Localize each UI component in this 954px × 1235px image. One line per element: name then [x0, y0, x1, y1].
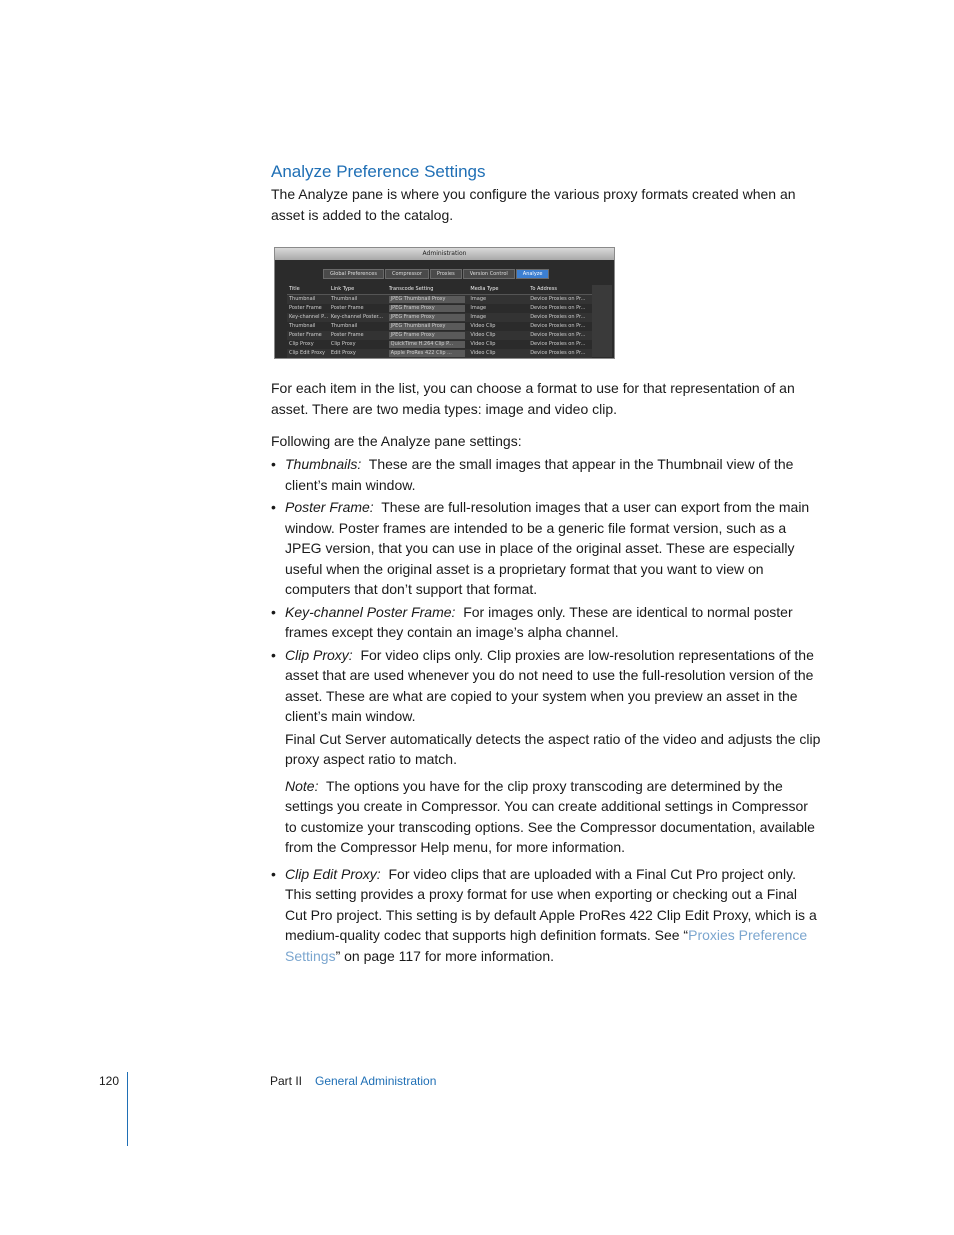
- table-cell: Edit Proxy: [330, 350, 356, 356]
- tab-item[interactable]: Version Control: [463, 269, 515, 279]
- table-cell: Key-channel P...: [289, 314, 329, 320]
- table-cell: Device Proxies on Pr...: [530, 305, 586, 311]
- tab-item[interactable]: Compressor: [385, 269, 429, 279]
- settings-list: [271, 454, 821, 968]
- column-header[interactable]: Transcode Setting: [388, 286, 434, 292]
- term-label: Key-channel Poster Frame:: [285, 603, 456, 620]
- bullet-icon: •: [271, 456, 276, 472]
- window-title: Administration: [275, 248, 614, 260]
- table-cell: Device Proxies on Pr...: [530, 314, 586, 320]
- term-label: Clip Edit Proxy:: [285, 865, 381, 882]
- table-row[interactable]: [287, 349, 592, 358]
- table-cell: Thumbnail: [289, 296, 316, 302]
- note-label: Note:: [285, 777, 319, 794]
- proxies-preference-link[interactable]: Proxies Preference Settings: [285, 927, 808, 964]
- table-cell: Video Clip: [470, 341, 496, 347]
- table-cell: Clip Edit Proxy: [289, 350, 326, 356]
- table-cell: Video Clip: [470, 323, 496, 329]
- link-suffix: ” on page 117 for more information.: [335, 947, 555, 964]
- table-cell: Poster Frame: [289, 332, 322, 338]
- term-label: Clip Proxy:: [285, 646, 353, 663]
- list-item: [271, 645, 821, 727]
- page-number: 120: [99, 1074, 120, 1088]
- table-cell: Device Proxies on Pr...: [530, 341, 586, 347]
- clip-proxy-detail: Final Cut Server automatically detects the aspect ratio of the video and adjusts the clip proxy aspect ratio to match.: [285, 730, 821, 767]
- transcode-popup[interactable]: [389, 295, 467, 304]
- bullet-icon: •: [271, 603, 276, 620]
- table-row[interactable]: [287, 331, 592, 340]
- table-cell: Image: [470, 305, 487, 311]
- table-cell: Poster Frame: [330, 305, 364, 311]
- transcode-popup[interactable]: [389, 349, 467, 358]
- tab-item[interactable]: Global Preferences: [323, 269, 384, 279]
- tab-item[interactable]: Analyze: [516, 269, 550, 279]
- section-heading: Analyze Preference Settings: [271, 162, 486, 181]
- popup-value: Apple ProRes 422 Clip ...: [389, 350, 465, 357]
- table-cell: Poster Frame: [289, 305, 322, 311]
- table-cell: Video Clip: [470, 332, 496, 338]
- tab-bar: [323, 269, 550, 279]
- table-row[interactable]: [287, 340, 592, 349]
- bullet-icon: •: [271, 865, 276, 882]
- bullet-icon: •: [271, 499, 276, 515]
- administration-screenshot: [274, 247, 615, 359]
- list-item: [271, 454, 821, 495]
- table-cell: Thumbnail: [330, 323, 358, 329]
- intro-paragraph: The Analyze pane is where you configure the various proxy formats created when an asset is added to the catalog.: [271, 186, 796, 223]
- table-row[interactable]: [287, 322, 592, 331]
- term-description: These are full-resolution images that a user can export from the main window. Poster frames are intended to be a generic file format version, such as a JPEG version, that you can use in place of the original asset. These are especially useful when the original asset is a proprietary format that you want to view on computers that don’t support that format.: [285, 499, 810, 597]
- scrollbar: [592, 285, 612, 357]
- table-cell: Device Proxies on Pr...: [530, 332, 586, 338]
- popup-value: JPEG Frame Proxy: [389, 314, 465, 321]
- popup-value: QuickTime H.264 Clip P...: [389, 341, 465, 348]
- term-label: Thumbnails:: [285, 456, 362, 472]
- transcode-popup[interactable]: [389, 331, 467, 340]
- part-label: Part II: [270, 1074, 303, 1088]
- column-header[interactable]: Title: [289, 286, 300, 292]
- table-cell: Video Clip: [470, 350, 496, 356]
- note-paragraph: [271, 776, 821, 858]
- column-header[interactable]: Media Type: [470, 286, 499, 292]
- table-header: [287, 285, 592, 295]
- media-types-paragraph: For each item in the list, you can choose a format to use for that representation of an asset. There are two media types: image and video clip.: [271, 380, 795, 417]
- table-cell: Key-channel Poster...: [330, 314, 383, 320]
- table-row[interactable]: [287, 313, 592, 322]
- list-item: [271, 864, 821, 967]
- table-row[interactable]: [287, 304, 592, 313]
- list-item: [271, 497, 821, 600]
- term-description: For images only. These are identical to normal poster frames except they contain an image’s alpha channel.: [285, 603, 793, 640]
- tab-item[interactable]: Proxies: [430, 269, 462, 279]
- analyze-table: [287, 285, 592, 358]
- footer-rule: [127, 1072, 128, 1146]
- bullet-icon: •: [271, 646, 276, 663]
- transcode-popup[interactable]: [389, 322, 467, 331]
- transcode-popup[interactable]: [389, 304, 467, 313]
- settings-intro: Following are the Analyze pane settings:: [271, 433, 522, 449]
- term-description: For video clips that are uploaded with a Final Cut Pro project only. This setting provides a proxy format for use when exporting or checking out a Final Cut Pro project. This setting is by default Apple ProRes 422 Clip Edit Proxy, which is a medium-quality codec that supports high definition formats. See “: [285, 865, 817, 943]
- note-text: The options you have for the clip proxy transcoding are determined by the settings you create in Compressor. You can create additional settings in Compressor to customize your transcoding options. See the Compressor documentation, available from the Compressor Help menu, for more information.: [285, 777, 815, 855]
- transcode-popup[interactable]: [389, 313, 467, 322]
- table-cell: Thumbnail: [289, 323, 316, 329]
- table-cell: Clip Proxy: [330, 341, 356, 347]
- table-cell: Device Proxies on Pr...: [530, 350, 586, 356]
- table-cell: Device Proxies on Pr...: [530, 323, 586, 329]
- table-cell: Clip Proxy: [289, 341, 314, 347]
- term-description: For video clips only. Clip proxies are low-resolution representations of the asset that are used whenever you do not need to use the full-resolution version of the asset. These are what are copied to your system when you preview an asset in the client’s main window.: [285, 646, 814, 724]
- popup-value: JPEG Frame Proxy: [389, 305, 465, 312]
- popup-value: JPEG Thumbnail Proxy: [389, 323, 465, 330]
- list-item: [271, 602, 821, 643]
- popup-value: JPEG Thumbnail Proxy: [389, 296, 465, 303]
- table-row[interactable]: [287, 295, 592, 304]
- popup-value: JPEG Frame Proxy: [389, 332, 465, 339]
- table-cell: Thumbnail: [330, 296, 358, 302]
- term-description: These are the small images that appear in the Thumbnail view of the client’s main window.: [285, 456, 794, 493]
- section-link[interactable]: General Administration: [315, 1074, 437, 1088]
- table-cell: Image: [470, 314, 487, 320]
- table-cell: Poster Frame: [330, 332, 364, 338]
- table-cell: Device Proxies on Pr...: [530, 296, 586, 302]
- transcode-popup[interactable]: [389, 340, 467, 349]
- column-header[interactable]: To Address: [530, 286, 557, 292]
- table-cell: Image: [470, 296, 487, 302]
- term-label: Poster Frame:: [285, 499, 374, 515]
- column-header[interactable]: Link Type: [330, 286, 355, 292]
